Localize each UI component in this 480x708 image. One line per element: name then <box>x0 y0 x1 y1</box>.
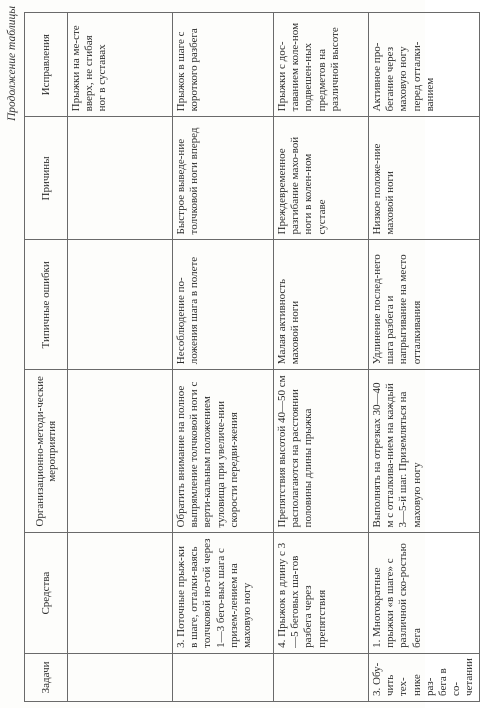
header-causes: Причины <box>25 117 68 240</box>
training-table <box>24 12 480 702</box>
cell-error: Удлинение послед-него шага разбега и напрыгивание на место отталкивания <box>369 240 480 370</box>
header-fixes: Исправления <box>25 13 68 117</box>
cell-org: Обратить внимание на полное выпрямление толчковой ноги с верти-кальным положением туловища при увеличе-нии скорости передви-жения <box>173 370 274 533</box>
cell-fix: Прыжки с дос-таванием коле-ном подвешен-ных предметов на различной высоте <box>274 13 369 117</box>
header-org: Организационно-методи-ческие мероприятия <box>25 370 68 533</box>
cell-cause: Низкое положе-ние маховой ноги <box>369 117 480 240</box>
cell-fix: Прыжки на ме-сте вверх, не сгибая ног в суставах <box>68 13 173 117</box>
cell-means: 4. Прыжок в длину с 3—5 беговых ша-гов разбега через препятствия <box>274 533 369 653</box>
table-row <box>369 13 480 702</box>
cell-means <box>68 533 173 653</box>
cell-fix: Активное про-бегание через маховую ногу перед отталки-ванием <box>369 13 480 117</box>
cell-error <box>68 240 173 370</box>
continuation-label: Продолжение таблицы <box>6 6 18 122</box>
rotated-table-container <box>6 2 476 702</box>
cell-org: Препятствия высотой 40—50 см располагаются на расстоянии половины длины прыжка <box>274 370 369 533</box>
cell-error: Малая активность маховой ноги <box>274 240 369 370</box>
header-row <box>25 13 68 702</box>
cell-task <box>173 653 274 701</box>
table-row <box>274 13 369 702</box>
table-row <box>68 13 173 702</box>
header-tasks: Задачи <box>25 653 68 701</box>
cell-cause: Преждевременное разгибание махо-вой ноги в колен-ном суставе <box>274 117 369 240</box>
header-errors: Типичные ошибки <box>25 240 68 370</box>
cell-cause <box>68 117 173 240</box>
cell-task <box>274 653 369 701</box>
cell-cause: Быстрое выведе-ние толчковой ноги вперед <box>173 117 274 240</box>
cell-error: Несоблюдение по-ложения шага в полете <box>173 240 274 370</box>
header-means: Средства <box>25 533 68 653</box>
cell-org: Выполнять на отрезках 30—40 м с отталкива-нием на каждый 3—5-й шаг. Приземляться на маховую ногу <box>369 370 480 533</box>
table-row <box>173 13 274 702</box>
cell-org <box>68 370 173 533</box>
cell-means: 1. Многократные прыжки «в шаге» с различной ско-ростью бега <box>369 533 480 653</box>
cell-means: 3. Поточные прыж-ки в шаге, отталки-ваясь толчковой но-гой через 1—3 бего-вых шага с призем-лением на маховую ногу <box>173 533 274 653</box>
cell-fix: Прыжок в шаге с короткого разбега <box>173 13 274 117</box>
cell-task: 3. Обу-чить тех-нике раз-бега в со-четании <box>369 653 480 701</box>
cell-task <box>68 653 173 701</box>
